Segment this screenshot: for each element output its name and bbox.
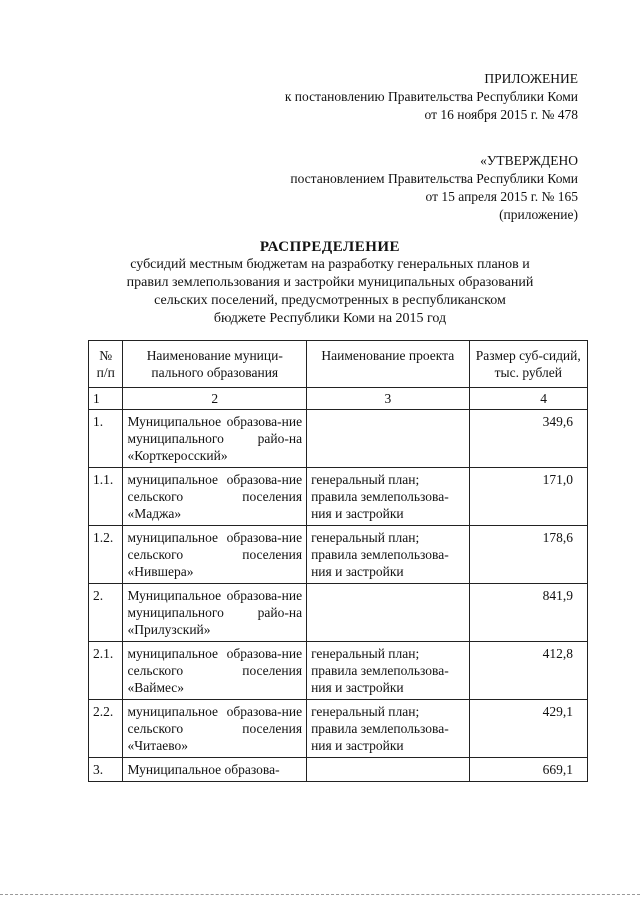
header-project: Наименование проекта — [307, 341, 470, 388]
row-project: генеральный план; правила землепользова-ния и застройки — [307, 642, 470, 700]
document-title — [80, 238, 580, 328]
row-amount: 669,1 — [469, 758, 587, 782]
appendix-date: от 16 ноября 2015 г. № 478 — [424, 107, 578, 122]
title-line: правил землепользования и застройки муниципальных образований — [126, 275, 534, 290]
table-row — [89, 526, 588, 584]
header-num: № п/п — [89, 341, 123, 388]
table-header-row — [89, 341, 588, 388]
row-municipality: муниципальное образова-ние сельского поселения «Маджа» — [123, 468, 307, 526]
header-municipality: Наименование муници-пального образования — [123, 341, 307, 388]
row-num: 2. — [89, 584, 123, 642]
row-num: 1.2. — [89, 526, 123, 584]
row-num: 2.2. — [89, 700, 123, 758]
approved-note: (приложение) — [499, 207, 578, 222]
column-number: 2 — [123, 388, 307, 410]
appendix-reference: к постановлению Правительства Республики Коми — [284, 89, 578, 104]
header-amount: Размер суб-сидий, тыс. рублей — [469, 341, 587, 388]
row-municipality: Муниципальное образова-ние муниципального райо-на «Корткеросский» — [123, 410, 307, 468]
row-amount: 178,6 — [469, 526, 587, 584]
subsidy-table — [88, 340, 588, 782]
row-num: 1. — [89, 410, 123, 468]
table-row — [89, 584, 588, 642]
table-row — [89, 758, 588, 782]
row-project — [307, 584, 470, 642]
approved-reference: постановлением Правительства Республики Коми — [290, 171, 578, 186]
title-line: субсидий местным бюджетам на разработку генеральных планов и — [130, 257, 530, 272]
row-project: генеральный план; правила землепользова-ния и застройки — [307, 700, 470, 758]
row-amount: 171,0 — [469, 468, 587, 526]
approved-block — [290, 152, 578, 224]
row-municipality: муниципальное образова-ние сельского поселения «Ваймес» — [123, 642, 307, 700]
row-project — [307, 410, 470, 468]
column-number: 4 — [469, 388, 587, 410]
table-row — [89, 642, 588, 700]
page-edge-divider — [0, 894, 640, 895]
row-project — [307, 758, 470, 782]
column-number: 3 — [307, 388, 470, 410]
row-amount: 412,8 — [469, 642, 587, 700]
row-municipality: муниципальное образова-ние сельского поселения «Читаево» — [123, 700, 307, 758]
table-row — [89, 468, 588, 526]
column-number: 1 — [89, 388, 123, 410]
row-project: генеральный план; правила землепользова-ния и застройки — [307, 468, 470, 526]
row-municipality: Муниципальное образова-ние муниципального райо-на «Прилузский» — [123, 584, 307, 642]
row-num: 1.1. — [89, 468, 123, 526]
column-number-row — [89, 388, 588, 410]
approved-date: от 15 апреля 2015 г. № 165 — [425, 189, 578, 204]
row-amount: 349,6 — [469, 410, 587, 468]
title-line: сельских поселений, предусмотренных в республиканском — [154, 293, 506, 308]
appendix-title: ПРИЛОЖЕНИЕ — [484, 71, 578, 86]
row-num: 2.1. — [89, 642, 123, 700]
row-project: генеральный план; правила землепользова-ния и застройки — [307, 526, 470, 584]
row-amount: 841,9 — [469, 584, 587, 642]
title-heading: РАСПРЕДЕЛЕНИЕ — [259, 239, 401, 255]
row-municipality: муниципальное образова-ние сельского поселения «Нившера» — [123, 526, 307, 584]
row-num: 3. — [89, 758, 123, 782]
row-municipality: Муниципальное образова- — [123, 758, 307, 782]
appendix-block — [285, 70, 578, 124]
table-row — [89, 410, 588, 468]
table-row — [89, 700, 588, 758]
title-line: бюджете Республики Коми на 2015 год — [213, 311, 447, 326]
row-amount: 429,1 — [469, 700, 587, 758]
approved-title: «УТВЕРЖДЕНО — [480, 153, 578, 168]
